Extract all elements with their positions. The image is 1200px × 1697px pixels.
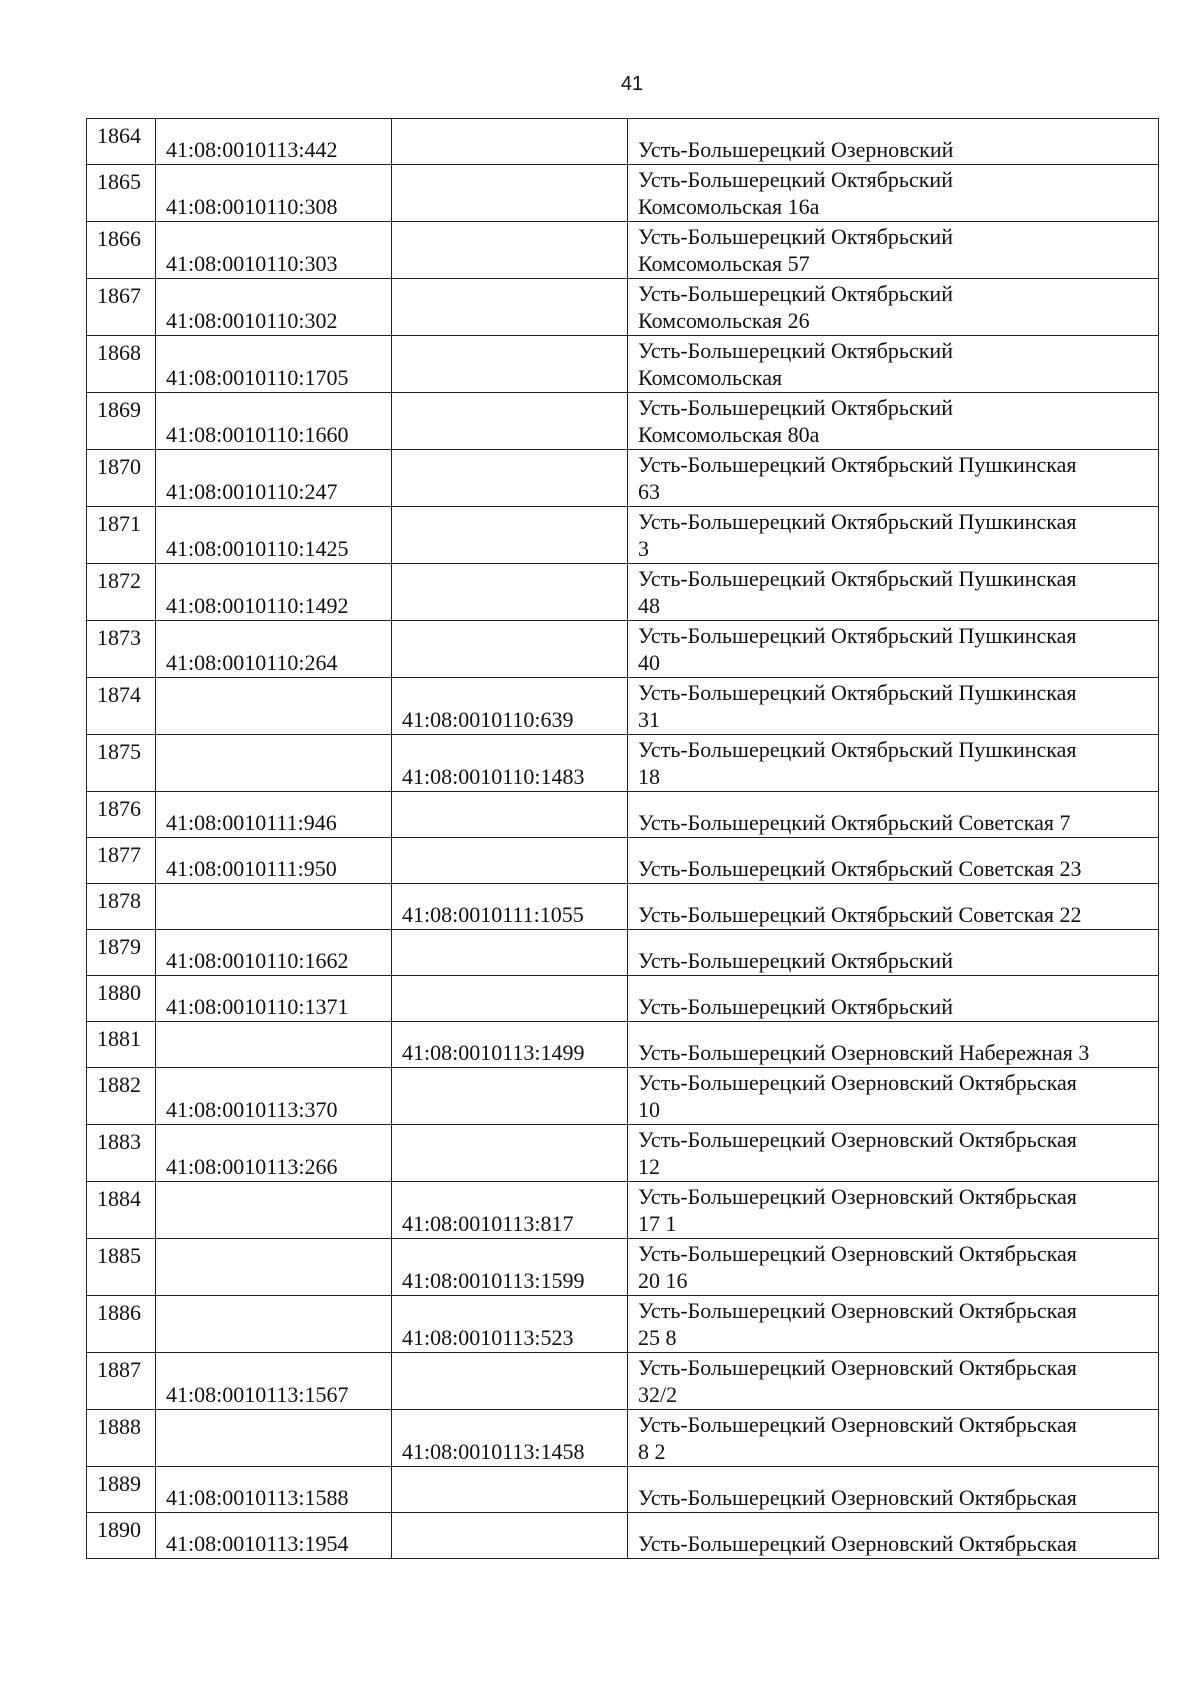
address-cell <box>628 1353 1159 1410</box>
table-row <box>87 1022 1159 1068</box>
row-number: 1879 <box>97 934 141 959</box>
address-line: Комсомольская 16а <box>638 194 820 219</box>
table-row <box>87 678 1159 735</box>
cadastral-number-cell <box>156 1022 392 1068</box>
address-line: Усть-Большерецкий Озерновский Октябрьская <box>638 1127 1077 1152</box>
alt-cadastral-number-cell <box>392 564 628 621</box>
cadastral-number-cell <box>156 507 392 564</box>
cadastral-number: 41:08:0010110:1371 <box>166 994 349 1019</box>
alt-cadastral-number-cell <box>392 165 628 222</box>
row-number-cell <box>87 1125 156 1182</box>
address-cell <box>628 1410 1159 1467</box>
cadastral-number: 41:08:0010113:266 <box>166 1154 338 1179</box>
address-cell <box>628 1467 1159 1513</box>
address-line: Усть-Большерецкий Октябрьский <box>638 224 953 249</box>
cadastral-number: 41:08:0010110:1705 <box>166 365 349 390</box>
row-number-cell <box>87 222 156 279</box>
row-number-cell <box>87 1513 156 1559</box>
cadastral-number-cell <box>156 976 392 1022</box>
address <box>638 508 1077 562</box>
table-row <box>87 222 1159 279</box>
alt-cadastral-number-cell <box>392 838 628 884</box>
alt-cadastral-number-cell <box>392 1410 628 1467</box>
cadastral-number-cell <box>156 792 392 838</box>
row-number: 1883 <box>97 1129 141 1154</box>
row-number: 1868 <box>97 340 141 365</box>
address-cell <box>628 1182 1159 1239</box>
address-line: Усть-Большерецкий Озерновский Октябрьская <box>638 1355 1077 1380</box>
row-number-cell <box>87 884 156 930</box>
row-number-cell <box>87 119 156 165</box>
address <box>638 1069 1077 1123</box>
address <box>638 337 953 391</box>
address <box>638 1183 1077 1237</box>
alt-cadastral-number-cell <box>392 507 628 564</box>
alt-cadastral-number-cell <box>392 1467 628 1513</box>
cadastral-number: 41:08:0010110:1660 <box>166 422 349 447</box>
row-number: 1885 <box>97 1243 141 1268</box>
table-row <box>87 1410 1159 1467</box>
address-line: 12 <box>638 1154 660 1179</box>
table-row <box>87 621 1159 678</box>
row-number: 1873 <box>97 625 141 650</box>
row-number-cell <box>87 838 156 884</box>
address <box>638 136 953 163</box>
address-cell <box>628 1513 1159 1559</box>
address <box>638 223 953 277</box>
row-number-cell <box>87 1239 156 1296</box>
address-line: Комсомольская <box>638 365 783 390</box>
address-cell <box>628 884 1159 930</box>
address <box>638 993 953 1020</box>
cadastral-number: 41:08:0010110:1425 <box>166 536 349 561</box>
address <box>638 809 1071 836</box>
cadastral-number-cell <box>156 279 392 336</box>
address <box>638 622 1077 676</box>
alt-cadastral-number-cell <box>392 1239 628 1296</box>
alt-cadastral-number: 41:08:0010113:1499 <box>402 1040 585 1065</box>
row-number: 1889 <box>97 1471 141 1496</box>
address-line: Усть-Большерецкий Октябрьский Пушкинская <box>638 566 1077 591</box>
address-line: 25 8 <box>638 1325 677 1350</box>
cadastral-number-cell <box>156 1182 392 1239</box>
address-line: 3 <box>638 536 649 561</box>
row-number-cell <box>87 678 156 735</box>
records-table-body <box>87 119 1159 1559</box>
address <box>638 1039 1089 1066</box>
cadastral-number: 41:08:0010111:950 <box>166 856 337 881</box>
alt-cadastral-number-cell <box>392 1182 628 1239</box>
address <box>638 1297 1077 1351</box>
address-line: Усть-Большерецкий Озерновский Октябрьская <box>638 1070 1077 1095</box>
address-line: Усть-Большерецкий Октябрьский Пушкинская <box>638 452 1077 477</box>
alt-cadastral-number-cell <box>392 1296 628 1353</box>
address-line: Усть-Большерецкий Озерновский Октябрьская <box>638 1241 1077 1266</box>
address-line: Усть-Большерецкий Октябрьский <box>638 167 953 192</box>
address <box>638 280 953 334</box>
alt-cadastral-number-cell <box>392 222 628 279</box>
alt-cadastral-number-cell <box>392 976 628 1022</box>
cadastral-number: 41:08:0010110:264 <box>166 650 338 675</box>
address <box>638 736 1077 790</box>
cadastral-number-cell <box>156 678 392 735</box>
table-row <box>87 507 1159 564</box>
address-line: Комсомольская 80а <box>638 422 820 447</box>
address-cell <box>628 1022 1159 1068</box>
table-row <box>87 1513 1159 1559</box>
row-number-cell <box>87 1467 156 1513</box>
alt-cadastral-number-cell <box>392 279 628 336</box>
address-line: Усть-Большерецкий Октябрьский <box>638 395 953 420</box>
address-line: Усть-Большерецкий Октябрьский Пушкинская <box>638 509 1077 534</box>
row-number: 1874 <box>97 682 141 707</box>
table-row <box>87 1125 1159 1182</box>
address <box>638 679 1077 733</box>
address-cell <box>628 976 1159 1022</box>
row-number-cell <box>87 1296 156 1353</box>
address-cell <box>628 507 1159 564</box>
address-line: Усть-Большерецкий Озерновский Октябрьская <box>638 1298 1077 1323</box>
address-line: Усть-Большерецкий Октябрьский Пушкинская <box>638 737 1077 762</box>
cadastral-number-cell <box>156 621 392 678</box>
address-line: 63 <box>638 479 660 504</box>
table-row <box>87 564 1159 621</box>
row-number-cell <box>87 450 156 507</box>
alt-cadastral-number-cell <box>392 884 628 930</box>
address-line: Усть-Большерецкий Озерновский Октябрьская <box>638 1184 1077 1209</box>
cadastral-number-cell <box>156 1467 392 1513</box>
address-line: 40 <box>638 650 660 675</box>
address <box>638 565 1077 619</box>
address-line: Комсомольская 26 <box>638 308 810 333</box>
address-line: 10 <box>638 1097 660 1122</box>
cadastral-number: 41:08:0010110:1662 <box>166 948 349 973</box>
row-number: 1888 <box>97 1414 141 1439</box>
row-number: 1884 <box>97 1186 141 1211</box>
row-number-cell <box>87 621 156 678</box>
address-line: 18 <box>638 764 660 789</box>
address-line: Усть-Большерецкий Октябрьский <box>638 948 953 973</box>
alt-cadastral-number: 41:08:0010111:1055 <box>402 902 584 927</box>
address-cell <box>628 279 1159 336</box>
cadastral-number-cell <box>156 884 392 930</box>
alt-cadastral-number-cell <box>392 119 628 165</box>
alt-cadastral-number-cell <box>392 1068 628 1125</box>
table-row <box>87 838 1159 884</box>
row-number: 1886 <box>97 1300 141 1325</box>
table-row <box>87 1353 1159 1410</box>
address-cell <box>628 838 1159 884</box>
row-number: 1869 <box>97 397 141 422</box>
row-number-cell <box>87 393 156 450</box>
row-number: 1890 <box>97 1517 141 1542</box>
row-number-cell <box>87 792 156 838</box>
address-line: 32/2 <box>638 1382 678 1407</box>
row-number: 1875 <box>97 739 141 764</box>
address-line: 17 1 <box>638 1211 677 1236</box>
table-row <box>87 792 1159 838</box>
table-row <box>87 1296 1159 1353</box>
address-line: Усть-Большерецкий Октябрьский <box>638 338 953 363</box>
address-cell <box>628 564 1159 621</box>
alt-cadastral-number-cell <box>392 336 628 393</box>
row-number: 1880 <box>97 980 141 1005</box>
row-number-cell <box>87 976 156 1022</box>
address-line: Усть-Большерецкий Озерновский Октябрьская <box>638 1531 1077 1556</box>
address-line: Усть-Большерецкий Озерновский Набережная 3 <box>638 1040 1090 1065</box>
cadastral-number: 41:08:0010110:302 <box>166 308 338 333</box>
address <box>638 1484 1077 1511</box>
cadastral-number-cell <box>156 1239 392 1296</box>
row-number: 1876 <box>97 796 141 821</box>
address-cell <box>628 119 1159 165</box>
table-row <box>87 735 1159 792</box>
table-row <box>87 1467 1159 1513</box>
alt-cadastral-number-cell <box>392 1353 628 1410</box>
address-line: Усть-Большерецкий Октябрьский Советская 7 <box>638 810 1071 835</box>
address-cell <box>628 1239 1159 1296</box>
cadastral-number-cell <box>156 735 392 792</box>
address-cell <box>628 621 1159 678</box>
alt-cadastral-number: 41:08:0010113:817 <box>402 1211 574 1236</box>
alt-cadastral-number-cell <box>392 678 628 735</box>
address-line: Усть-Большерецкий Озерновский Октябрьская <box>638 1412 1077 1437</box>
table-row <box>87 393 1159 450</box>
row-number: 1881 <box>97 1026 141 1051</box>
address-line: Усть-Большерецкий Октябрьский Советская 23 <box>638 856 1082 881</box>
cadastral-number: 41:08:0010113:370 <box>166 1097 338 1122</box>
row-number: 1866 <box>97 226 141 251</box>
address-line: Усть-Большерецкий Озерновский Октябрьская <box>638 1485 1077 1510</box>
table-row <box>87 1182 1159 1239</box>
table-row <box>87 450 1159 507</box>
address-line: Усть-Большерецкий Октябрьский Пушкинская <box>638 623 1077 648</box>
address <box>638 166 953 220</box>
address-line: Усть-Большерецкий Октябрьский Пушкинская <box>638 680 1077 705</box>
cadastral-number-cell <box>156 564 392 621</box>
row-number-cell <box>87 930 156 976</box>
table-row <box>87 336 1159 393</box>
alt-cadastral-number-cell <box>392 1022 628 1068</box>
table-row <box>87 884 1159 930</box>
table-row <box>87 279 1159 336</box>
address-cell <box>628 450 1159 507</box>
cadastral-number: 41:08:0010113:1954 <box>166 1531 349 1556</box>
address-line: Усть-Большерецкий Октябрьский Советская 22 <box>638 902 1082 927</box>
row-number-cell <box>87 507 156 564</box>
address-line: 48 <box>638 593 660 618</box>
address <box>638 394 953 448</box>
table-row <box>87 976 1159 1022</box>
table-row <box>87 119 1159 165</box>
address <box>638 855 1082 882</box>
address-cell <box>628 792 1159 838</box>
row-number: 1882 <box>97 1072 141 1097</box>
cadastral-number: 41:08:0010110:247 <box>166 479 338 504</box>
records-table <box>86 118 1159 1559</box>
cadastral-number: 41:08:0010110:308 <box>166 194 338 219</box>
row-number-cell <box>87 1182 156 1239</box>
row-number: 1872 <box>97 568 141 593</box>
row-number: 1867 <box>97 283 141 308</box>
cadastral-number-cell <box>156 393 392 450</box>
address-cell <box>628 336 1159 393</box>
address-cell <box>628 930 1159 976</box>
row-number-cell <box>87 1410 156 1467</box>
address-cell <box>628 165 1159 222</box>
row-number: 1864 <box>97 123 141 148</box>
row-number-cell <box>87 735 156 792</box>
row-number-cell <box>87 1022 156 1068</box>
row-number: 1887 <box>97 1357 141 1382</box>
cadastral-number: 41:08:0010113:1567 <box>166 1382 349 1407</box>
row-number-cell <box>87 564 156 621</box>
table-row <box>87 165 1159 222</box>
row-number-cell <box>87 1068 156 1125</box>
row-number: 1870 <box>97 454 141 479</box>
address-cell <box>628 393 1159 450</box>
alt-cadastral-number-cell <box>392 1513 628 1559</box>
alt-cadastral-number: 41:08:0010110:639 <box>402 707 574 732</box>
cadastral-number-cell <box>156 119 392 165</box>
address <box>638 1530 1077 1557</box>
cadastral-number-cell <box>156 1410 392 1467</box>
address-line: Усть-Большерецкий Октябрьский <box>638 281 953 306</box>
alt-cadastral-number-cell <box>392 792 628 838</box>
address-line: 20 16 <box>638 1268 688 1293</box>
address <box>638 1126 1077 1180</box>
row-number: 1865 <box>97 169 141 194</box>
address <box>638 901 1082 928</box>
address <box>638 1354 1077 1408</box>
cadastral-number-cell <box>156 1125 392 1182</box>
cadastral-number: 41:08:0010110:1492 <box>166 593 349 618</box>
address-cell <box>628 1068 1159 1125</box>
address-line: Усть-Большерецкий Озерновский <box>638 137 954 162</box>
cadastral-number: 41:08:0010113:442 <box>166 137 338 162</box>
cadastral-number-cell <box>156 1296 392 1353</box>
table-row <box>87 1068 1159 1125</box>
address-cell <box>628 735 1159 792</box>
page-number: 41 <box>620 73 644 95</box>
address-cell <box>628 678 1159 735</box>
alt-cadastral-number-cell <box>392 735 628 792</box>
row-number-cell <box>87 1353 156 1410</box>
cadastral-number-cell <box>156 450 392 507</box>
cadastral-number: 41:08:0010111:946 <box>166 810 337 835</box>
cadastral-number-cell <box>156 838 392 884</box>
address <box>638 1411 1077 1465</box>
cadastral-number-cell <box>156 1068 392 1125</box>
address-line: Комсомольская 57 <box>638 251 810 276</box>
address <box>638 947 953 974</box>
address <box>638 451 1077 505</box>
row-number: 1878 <box>97 888 141 913</box>
row-number-cell <box>87 279 156 336</box>
alt-cadastral-number-cell <box>392 1125 628 1182</box>
alt-cadastral-number-cell <box>392 930 628 976</box>
alt-cadastral-number-cell <box>392 393 628 450</box>
address-cell <box>628 222 1159 279</box>
alt-cadastral-number-cell <box>392 621 628 678</box>
address-line: 8 2 <box>638 1439 666 1464</box>
cadastral-number-cell <box>156 1513 392 1559</box>
cadastral-number: 41:08:0010113:1588 <box>166 1485 349 1510</box>
address-line: Усть-Большерецкий Октябрьский <box>638 994 953 1019</box>
address-line: 31 <box>638 707 660 732</box>
row-number-cell <box>87 165 156 222</box>
cadastral-number-cell <box>156 1353 392 1410</box>
address-cell <box>628 1125 1159 1182</box>
address-cell <box>628 1296 1159 1353</box>
row-number: 1871 <box>97 511 141 536</box>
table-row <box>87 930 1159 976</box>
row-number: 1877 <box>97 842 141 867</box>
alt-cadastral-number-cell <box>392 450 628 507</box>
row-number-cell <box>87 336 156 393</box>
cadastral-number-cell <box>156 930 392 976</box>
cadastral-number-cell <box>156 165 392 222</box>
alt-cadastral-number: 41:08:0010113:523 <box>402 1325 574 1350</box>
alt-cadastral-number: 41:08:0010113:1458 <box>402 1439 585 1464</box>
cadastral-number-cell <box>156 336 392 393</box>
cadastral-number: 41:08:0010110:303 <box>166 251 338 276</box>
alt-cadastral-number: 41:08:0010113:1599 <box>402 1268 585 1293</box>
address <box>638 1240 1077 1294</box>
alt-cadastral-number: 41:08:0010110:1483 <box>402 764 585 789</box>
cadastral-number-cell <box>156 222 392 279</box>
table-row <box>87 1239 1159 1296</box>
